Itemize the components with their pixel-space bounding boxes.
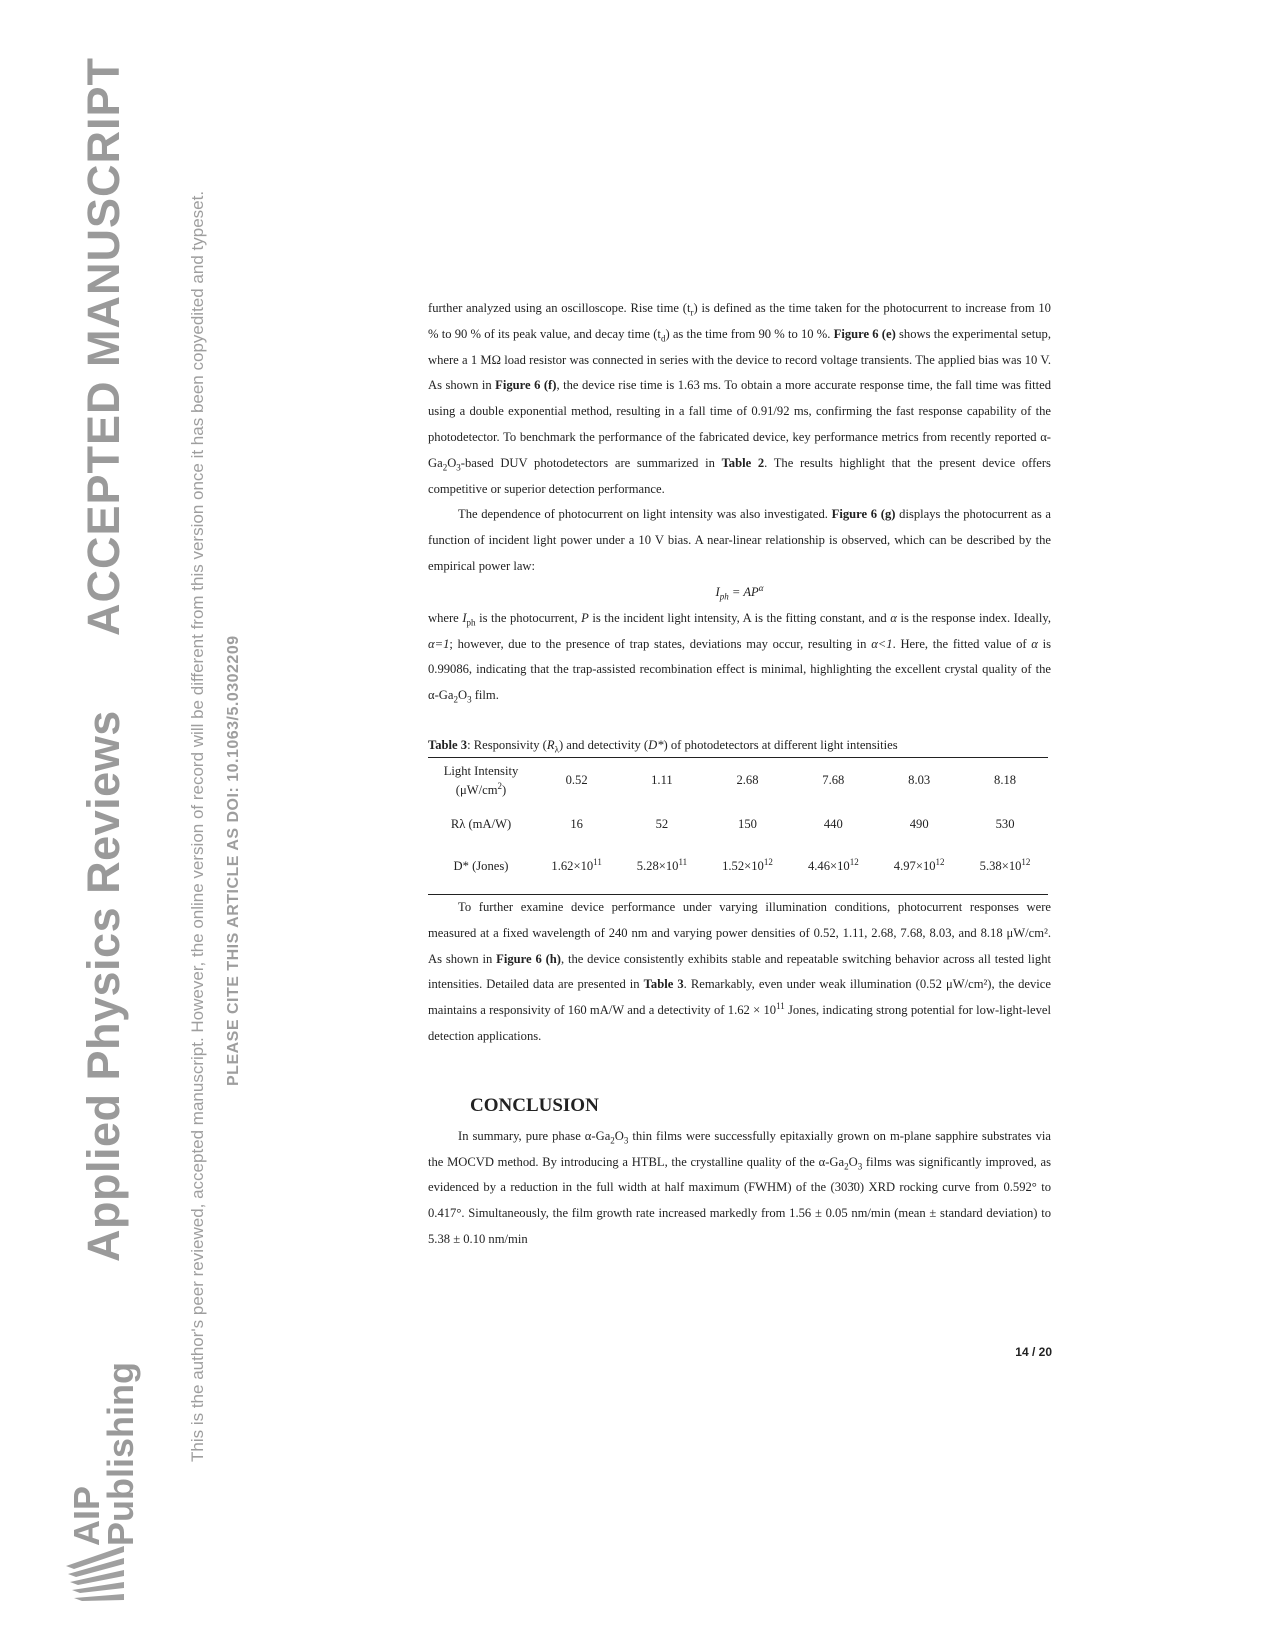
manuscript-disclaimer: This is the author's peer reviewed, accepted manuscript. However, the online version of record will be different from this version once it has been copyedited and typeset. bbox=[188, 190, 207, 1462]
paragraph-illumination: To further examine device performance under varying illumination conditions, photocurrent responses were measured at a fixed wavelength of 240 nm and varying power densities of 0.52, 1.11, 2.68, 7.68, 8.03, and 8.18 μW/cm². As shown in Figure 6 (h), the device consistently exhibits stable and repeatable switching behavior across all tested light intensities. Detailed data are presented in Table 3. Remarkably, even under weak illumination (0.52 μW/cm²), the device maintains a responsivity of 160 mA/W and a detectivity of $1.62 \times 10^{11}$ Jones, indicating strong potential for low-light-level detection applications. bbox=[428, 899, 1052, 1043]
publisher-name bbox=[66, 1362, 141, 1546]
paragraph-conclusion: In summary, pure phase $\alpha-Ga_2O_3$ thin films were successfully epitaxially grown on m-plane sapphire substrates via the MOCVD method. By introducing a HTBL, the crystalline quality of the $\alpha-Ga_2O_3$ films was significantly improved, as evidenced by a reduction in the full width at half maximum (FWHM) of the (303̄0) XRD rocking curve from 0.592° to 0.417°. Simultaneously, the film growth rate increased markedly from 1.56 ± 0.05 nm/min (mean ± standard deviation) to 5.38 ± 0.10 nm/min bbox=[428, 1128, 1052, 1246]
table-cell: 7.68 bbox=[822, 773, 845, 788]
table-cell: $4.46\times 10^{12}$ bbox=[807, 857, 859, 874]
journal-name: Applied Physics Reviews bbox=[78, 710, 129, 1262]
table-3 bbox=[428, 735, 1051, 895]
table-cell: $1.52\times 10^{12}$ bbox=[722, 857, 773, 874]
table-cell: $5.28\times 10^{11}$ bbox=[636, 857, 688, 874]
table-cell: 2.68 bbox=[736, 773, 759, 788]
table-cell: 440 bbox=[823, 817, 843, 832]
data-table bbox=[428, 757, 1048, 895]
publisher-line-1: AIP bbox=[66, 1485, 107, 1546]
figure-6e-ref: Figure 6 (e) bbox=[833, 326, 896, 341]
row-header-detectivity: D* (Jones) bbox=[453, 859, 509, 874]
paragraph-equation-explanation: where $I_{ph}$ is the photocurrent, P is the incident light intensity, A is the fitting constant, and α is the response index. Ideally, α=1; however, due to the presence of trap states, deviations may occur, resulting in α<1. Here, the fitted value of α is 0.99086, indicating that the trap-assisted recombination effect is minimal, highlighting the excellent crystal quality of the $\alpha-Ga_2O_3$ film. bbox=[428, 610, 1051, 705]
table-cell: 8.18 bbox=[994, 773, 1017, 788]
figure-6g-ref: Figure 6 (g) bbox=[831, 507, 896, 522]
table-row bbox=[428, 757, 1048, 804]
table-cell: 490 bbox=[909, 817, 929, 832]
doi-citation: PLEASE CITE THIS ARTICLE AS DOI: 10.1063/5.0302209 bbox=[225, 635, 242, 1086]
table-cell: 52 bbox=[655, 817, 669, 832]
row-header-intensity: Light Intensity $(\mu W/cm^2)$ bbox=[443, 763, 519, 797]
watermark-sidebar bbox=[0, 0, 260, 1650]
table-caption: Table 3: Responsivity $(R_\lambda)$ and detectivity (D*) of photodetectors at different light intensities bbox=[428, 737, 898, 755]
table-row bbox=[428, 804, 1048, 846]
page-number: 14 / 20 bbox=[1015, 1345, 1052, 1359]
table-cell: $1.62\times 10^{11}$ bbox=[551, 857, 602, 874]
table-cell: 16 bbox=[570, 817, 583, 832]
table-2-ref: Table 2 bbox=[721, 455, 765, 470]
table-cell: 8.03 bbox=[908, 773, 931, 788]
table-cell: $5.38\times 10^{12}$ bbox=[979, 857, 1031, 874]
table-cell: 0.52 bbox=[565, 773, 588, 788]
figure-6h-ref: Figure 6 (h) bbox=[496, 951, 561, 966]
article-body bbox=[428, 296, 1051, 1253]
table-cell: $4.97\times 10^{12}$ bbox=[893, 857, 945, 874]
table-cell: 530 bbox=[995, 817, 1015, 832]
paragraph-response-time: further analyzed using an oscilloscope. Rise time $(t_r)$ is defined as the time taken for the photocurrent to increase from 10 % to 90 % of its peak value, and decay time $(t_d)$ as the time from 90 % to 10 %. Figure 6 (e) shows the experimental setup, where a 1 MΩ load resistor was connected in series with the device to record voltage transients. The applied bias was 10 V. As shown in Figure 6 (f), the device rise time is 1.63 ms. To obtain a more accurate response time, the fall time was fitted using a double exponential method, resulting in a fall time of 0.91/92 ms, confirming the fast response capability of the photodetector. To benchmark the performance of the fabricated device, key performance metrics from recently reported $\alpha-Ga_2O_3$-based DUV photodetectors are summarized in Table 2. The results highlight that the present device offers competitive or superior detection performance. bbox=[428, 301, 1051, 496]
table-3-ref: Table 3 bbox=[643, 977, 684, 992]
row-header-responsivity: Rλ (mA/W) bbox=[450, 817, 512, 832]
accepted-manuscript-label: ACCEPTED MANUSCRIPT bbox=[78, 56, 129, 636]
paragraph-light-intensity: The dependence of photocurrent on light intensity was also investigated. Figure 6 (g) displays the photocurrent as a function of incident light power under a 10 V bias. A near-linear relationship is observed, which can be described by the empirical power law: bbox=[428, 507, 1051, 573]
table-cell: 1.11 bbox=[651, 773, 673, 788]
section-heading-conclusion: CONCLUSION bbox=[470, 1094, 599, 1116]
table-row bbox=[428, 846, 1048, 895]
power-law-equation: $I_{ph} = AP^\alpha$ bbox=[715, 582, 764, 602]
table-cell: 150 bbox=[738, 817, 757, 832]
figure-6f-ref: Figure 6 (f) bbox=[495, 378, 557, 393]
publisher-line-2: Publishing bbox=[100, 1362, 141, 1546]
aip-logo-icon bbox=[64, 1544, 126, 1606]
